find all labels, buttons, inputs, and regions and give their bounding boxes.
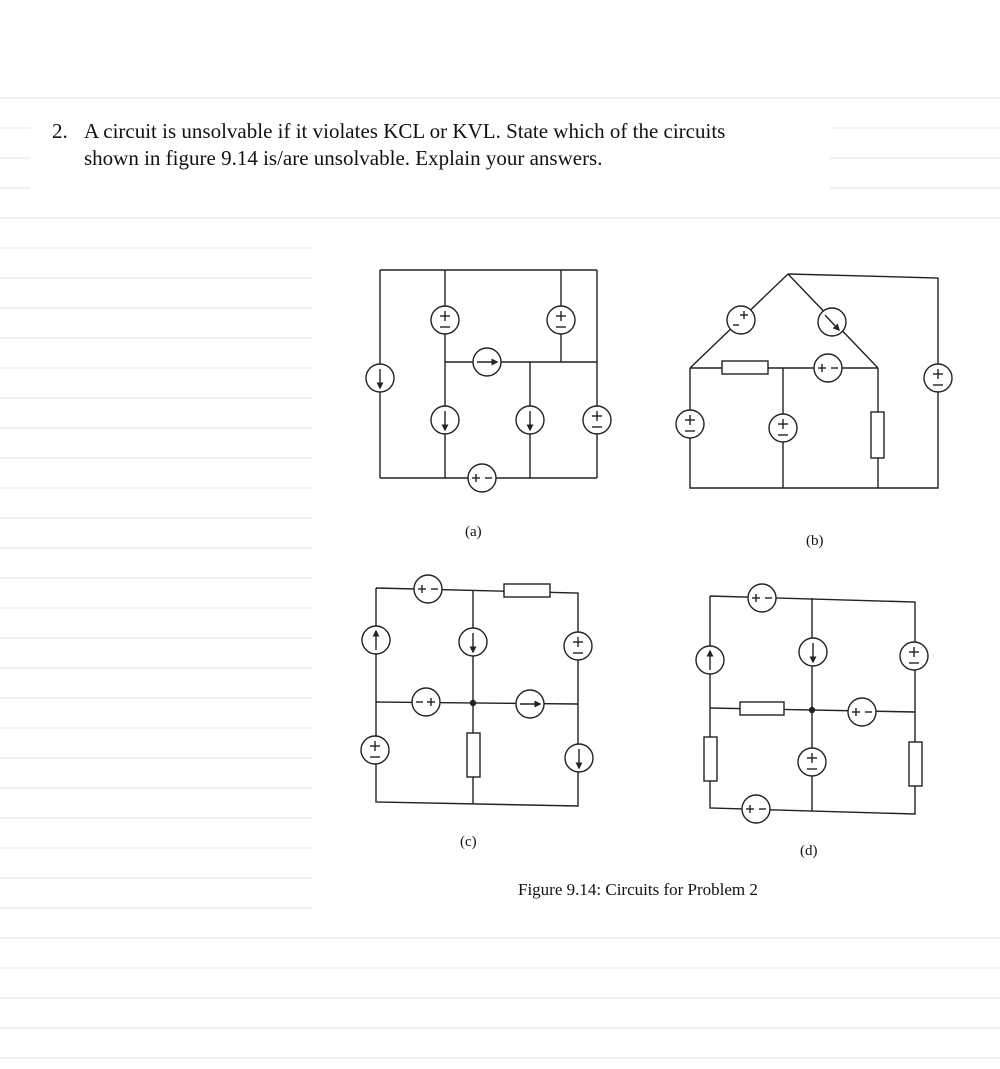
voltage-source-icon bbox=[547, 306, 575, 334]
subfigure-label-a: (a) bbox=[465, 524, 482, 540]
voltage-source-icon bbox=[814, 354, 842, 382]
voltage-source-icon bbox=[748, 584, 776, 612]
current-source-icon bbox=[565, 744, 593, 772]
current-source-icon bbox=[818, 308, 846, 336]
resistor-icon bbox=[467, 733, 480, 777]
voltage-source-icon bbox=[742, 795, 770, 823]
voltage-source-icon bbox=[900, 642, 928, 670]
resistor-icon bbox=[704, 737, 717, 781]
subfigure-label-b: (b) bbox=[806, 533, 824, 549]
voltage-source-icon bbox=[412, 688, 440, 716]
voltage-source-icon bbox=[564, 632, 592, 660]
voltage-source-icon bbox=[769, 414, 797, 442]
resistor-icon bbox=[722, 361, 768, 374]
current-source-icon bbox=[431, 406, 459, 434]
subfigure-label-d: (d) bbox=[800, 843, 818, 859]
current-source-icon bbox=[366, 364, 394, 392]
voltage-source-icon bbox=[924, 364, 952, 392]
problem-text-line-2: shown in figure 9.14 is/are unsolvable. Explain your answers. bbox=[84, 146, 603, 170]
resistor-icon bbox=[504, 584, 550, 597]
voltage-source-icon bbox=[848, 698, 876, 726]
resistor-icon bbox=[871, 412, 884, 458]
problem-text-line-1: A circuit is unsolvable if it violates KCL or KVL. State which of the circuits bbox=[84, 119, 726, 143]
current-source-icon bbox=[362, 626, 390, 654]
circuit-c bbox=[361, 575, 593, 806]
voltage-source-icon bbox=[676, 410, 704, 438]
circuit-a bbox=[366, 270, 611, 492]
voltage-source-icon bbox=[431, 306, 459, 334]
voltage-source-icon bbox=[468, 464, 496, 492]
circuit-d bbox=[696, 584, 928, 823]
circuit-b bbox=[676, 274, 952, 488]
current-source-icon bbox=[799, 638, 827, 666]
current-source-icon bbox=[516, 406, 544, 434]
current-source-icon bbox=[696, 646, 724, 674]
voltage-source-icon bbox=[798, 748, 826, 776]
current-source-icon bbox=[473, 348, 501, 376]
voltage-source-icon bbox=[727, 306, 755, 334]
resistor-icon bbox=[740, 702, 784, 715]
voltage-source-icon bbox=[583, 406, 611, 434]
current-source-icon bbox=[516, 690, 544, 718]
figure-caption: Figure 9.14: Circuits for Problem 2 bbox=[518, 880, 758, 899]
problem-number: 2. bbox=[52, 119, 68, 143]
voltage-source-icon bbox=[414, 575, 442, 603]
current-source-icon bbox=[459, 628, 487, 656]
subfigure-label-c: (c) bbox=[460, 834, 477, 850]
voltage-source-icon bbox=[361, 736, 389, 764]
resistor-icon bbox=[909, 742, 922, 786]
